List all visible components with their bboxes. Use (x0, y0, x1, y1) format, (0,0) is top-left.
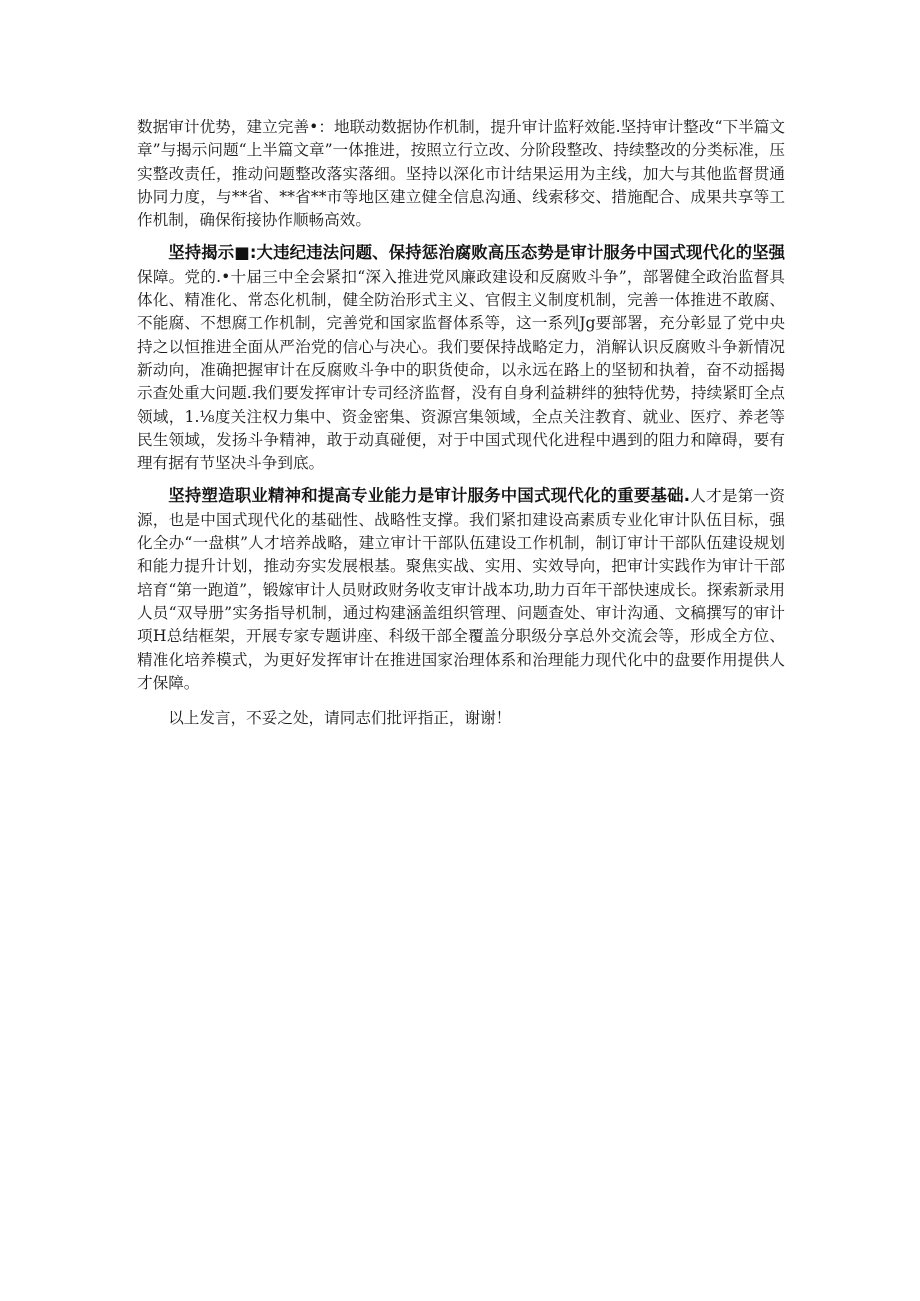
closing-text: 以上发言，不妥之处，请同志们批评指正，谢谢！ (168, 709, 512, 728)
paragraph-text: 保障。党的.•十届三中全会紧扣“深入推进党风廉政建设和反腐败斗争”，部署健全政治监督具体化、精准化、常态化机制，健全防治形式主义、官假主义制度机制，完善一体推进不敢腐、不能腐、不想腐工作机制，完善党和国家监督体系等，这一系列Jg要部署，充分彰显了党中央持之以恒推进全面从严治党的信心与决心。我们要保持战略定力，消解认识反腐败斗争新情况新动向，准确把握审计在反腐败斗争中的职货使命，以永远在路上的坚韧和执着，奋不动摇揭示查处重大问题.我们要发挥审计专司经济监督，没有自身利益耕绊的独特优势，持续紧盯全点领域，1.⅛度关注权力集中、资金密集、资源宫集领域，全点关注教育、就业、医疗、养老等民生领域，发扬斗争精神，敢于动真碰便，对于中国式现代化进程中遇到的阻力和障碍，要有理有据有节坚决斗争到底。 (137, 267, 785, 473)
paragraph-text: 人才是第一资源，也是中国式现代化的基础性、战略性支撑。我们紧扣建设高素质专业化审计队伍目标，强化全办“一盘棋”人才培养战略，建立审计干部队伍建设工作机制，制订审计干部队伍建设规划和能力提升计划，推动夯实发展根基。聚焦实战、实用、实效导向，把审计实践作为审计干部培育“第一跑道”，锻嫁审计人员财政财务收支审计战本功,助力百年干部快速成长。探索新录用人员“双导册”实务指导机制，通过构建涵盖组织管理、问题查处、审计沟通、文稿撰写的审计项H总结框架，开展专家专题讲座、科级干部全覆盖分职级分享总外交流会等，形成全方位、精准化培养模式，为更好发挥审计在推进国家治理体系和治理能力现代化中的盘要作用提供人才保障。 (137, 487, 785, 692)
paragraph-anti-corruption (137, 241, 785, 475)
document-body (137, 116, 785, 739)
closing-remark (137, 707, 785, 730)
paragraph-professional-capacity (137, 484, 785, 695)
paragraph-audit-integration (137, 116, 785, 232)
paragraph-lead-heading: 坚持揭示■:大违纪违法问题、保持惩治腐败高压态势是审计服务中国式现代化的坚强 (168, 243, 785, 263)
paragraph-text: 数据审计优势，建立完善•：地联动数据协作机制，提升审计监籽效能.坚持审计整改“下半篇文章”与揭示问题“上半篇文章”一体推进，按照立行立改、分阶段整改、持续整改的分类标准，压实整改责任，推动问题整改落实落细。坚持以深化市计结果运用为主线，加大与其他监督贯通协同力度，与**省、**省**市等地区建立健全信息沟通、线索移交、措施配合、成果共享等工作机制，确保衔接协作顺畅高效。 (137, 118, 785, 230)
paragraph-lead-heading: 坚持塑造职业精神和提高专业能力是审计服务中国式现代化的重要基础. (168, 486, 690, 506)
